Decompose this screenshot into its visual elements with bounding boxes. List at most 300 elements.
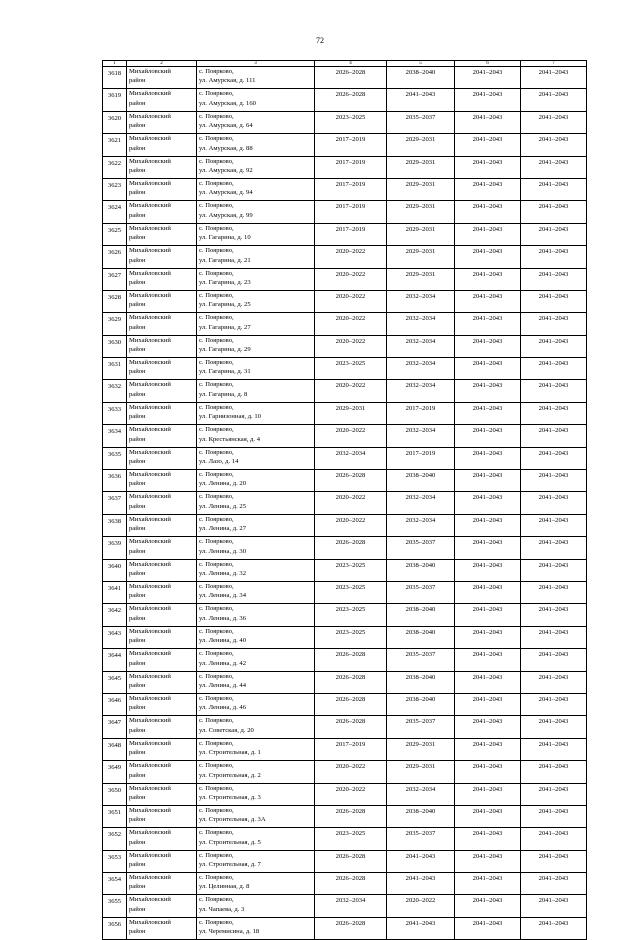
period-col5: 2029–2031 bbox=[387, 156, 455, 178]
address-line: ул. Амурская, д. 160 bbox=[199, 99, 256, 107]
address-cell bbox=[197, 223, 315, 245]
district-cell bbox=[127, 917, 197, 939]
record-number: 3656 bbox=[103, 917, 127, 939]
district-line: Михайловский bbox=[129, 448, 171, 456]
period-col5: 2035–2037 bbox=[387, 581, 455, 603]
district-cell bbox=[127, 738, 197, 760]
period-col4: 2020–2022 bbox=[315, 335, 387, 357]
period-col6: 2041–2043 bbox=[455, 470, 521, 492]
record-number: 3630 bbox=[103, 335, 127, 357]
period-col5: 2041–2043 bbox=[387, 89, 455, 111]
period-col7: 2041–2043 bbox=[521, 178, 587, 200]
district-line: Михайловский bbox=[129, 650, 171, 658]
district-line: Михайловский bbox=[129, 336, 171, 344]
district-line: Михайловский bbox=[129, 269, 171, 277]
district-line: район bbox=[129, 278, 146, 286]
address-cell bbox=[197, 470, 315, 492]
column-number: 4 bbox=[315, 61, 387, 67]
table-row bbox=[103, 537, 587, 559]
address-line: с. Поярково, bbox=[199, 851, 234, 859]
period-col6: 2041–2043 bbox=[455, 89, 521, 111]
column-number: 7 bbox=[521, 61, 587, 67]
address-cell bbox=[197, 358, 315, 380]
period-col6: 2041–2043 bbox=[455, 313, 521, 335]
period-col7: 2041–2043 bbox=[521, 380, 587, 402]
address-line: с. Поярково, bbox=[199, 471, 234, 479]
record-number: 3655 bbox=[103, 895, 127, 917]
address-line: ул. Ленина, д. 42 bbox=[199, 659, 247, 667]
period-col6: 2041–2043 bbox=[455, 425, 521, 447]
period-col5: 2029–2031 bbox=[387, 134, 455, 156]
district-cell bbox=[127, 492, 197, 514]
table-row bbox=[103, 581, 587, 603]
period-col4: 2020–2022 bbox=[315, 290, 387, 312]
district-cell bbox=[127, 201, 197, 223]
period-col6: 2041–2043 bbox=[455, 917, 521, 939]
table-row bbox=[103, 111, 587, 133]
column-number: 1 bbox=[103, 61, 127, 67]
record-number: 3620 bbox=[103, 111, 127, 133]
record-number: 3628 bbox=[103, 290, 127, 312]
address-line: с. Поярково, bbox=[199, 112, 234, 120]
district-cell bbox=[127, 828, 197, 850]
district-line: Михайловский bbox=[129, 672, 171, 680]
period-col5: 2038–2040 bbox=[387, 805, 455, 827]
period-col6: 2041–2043 bbox=[455, 738, 521, 760]
record-number: 3634 bbox=[103, 425, 127, 447]
address-cell bbox=[197, 850, 315, 872]
district-line: район bbox=[129, 77, 146, 85]
period-col4: 2026–2028 bbox=[315, 873, 387, 895]
address-line: с. Поярково, bbox=[199, 896, 234, 904]
period-col7: 2041–2043 bbox=[521, 156, 587, 178]
address-line: с. Поярково, bbox=[199, 650, 234, 658]
period-col5: 2029–2031 bbox=[387, 201, 455, 223]
period-col5: 2038–2040 bbox=[387, 67, 455, 89]
district-cell bbox=[127, 604, 197, 626]
period-col6: 2041–2043 bbox=[455, 828, 521, 850]
address-line: ул. Амурская, д. 64 bbox=[199, 122, 253, 130]
address-line: ул. Ленина, д. 34 bbox=[199, 592, 247, 600]
district-cell bbox=[127, 156, 197, 178]
period-col7: 2041–2043 bbox=[521, 626, 587, 648]
address-cell bbox=[197, 805, 315, 827]
period-col5: 2038–2040 bbox=[387, 604, 455, 626]
period-col6: 2041–2043 bbox=[455, 537, 521, 559]
period-col5: 2035–2037 bbox=[387, 716, 455, 738]
district-line: район bbox=[129, 659, 146, 667]
table-row bbox=[103, 67, 587, 89]
period-col5: 2032–2034 bbox=[387, 425, 455, 447]
period-col4: 2020–2022 bbox=[315, 514, 387, 536]
district-line: район bbox=[129, 211, 146, 219]
period-col7: 2041–2043 bbox=[521, 134, 587, 156]
period-col4: 2026–2028 bbox=[315, 649, 387, 671]
period-col6: 2041–2043 bbox=[455, 559, 521, 581]
period-col6: 2041–2043 bbox=[455, 895, 521, 917]
table-row bbox=[103, 604, 587, 626]
table-row bbox=[103, 268, 587, 290]
district-cell bbox=[127, 223, 197, 245]
housing-repair-table bbox=[102, 60, 587, 940]
district-line: район bbox=[129, 525, 146, 533]
address-cell bbox=[197, 895, 315, 917]
table-row bbox=[103, 649, 587, 671]
record-number: 3643 bbox=[103, 626, 127, 648]
period-col5: 2041–2043 bbox=[387, 917, 455, 939]
district-line: район bbox=[129, 234, 146, 242]
record-number: 3651 bbox=[103, 805, 127, 827]
district-line: Михайловский bbox=[129, 471, 171, 479]
district-line: Михайловский bbox=[129, 426, 171, 434]
period-col4: 2020–2022 bbox=[315, 425, 387, 447]
period-col6: 2041–2043 bbox=[455, 67, 521, 89]
table-row bbox=[103, 156, 587, 178]
period-col4: 2020–2022 bbox=[315, 313, 387, 335]
record-number: 3635 bbox=[103, 447, 127, 469]
address-line: ул. Строительная, д. 2 bbox=[199, 771, 261, 779]
district-line: район bbox=[129, 122, 146, 130]
address-cell bbox=[197, 738, 315, 760]
address-cell bbox=[197, 492, 315, 514]
period-col4: 2026–2028 bbox=[315, 805, 387, 827]
period-col7: 2041–2043 bbox=[521, 358, 587, 380]
table-row bbox=[103, 313, 587, 335]
address-line: ул. Лазо, д. 14 bbox=[199, 458, 239, 466]
column-number: 3 bbox=[197, 61, 315, 67]
district-cell bbox=[127, 380, 197, 402]
period-col4: 2026–2028 bbox=[315, 671, 387, 693]
period-col5: 2017–2019 bbox=[387, 447, 455, 469]
address-line: ул. Строительная, д. 7 bbox=[199, 861, 261, 869]
district-cell bbox=[127, 671, 197, 693]
address-cell bbox=[197, 402, 315, 424]
district-cell bbox=[127, 402, 197, 424]
table-row bbox=[103, 738, 587, 760]
address-cell bbox=[197, 716, 315, 738]
address-line: ул. Крестьянская, д. 4 bbox=[199, 435, 260, 443]
district-line: Михайловский bbox=[129, 68, 171, 75]
period-col6: 2041–2043 bbox=[455, 246, 521, 268]
table-row bbox=[103, 873, 587, 895]
district-cell bbox=[127, 268, 197, 290]
address-line: с. Поярково, bbox=[199, 314, 234, 322]
district-cell bbox=[127, 111, 197, 133]
district-line: район bbox=[129, 861, 146, 869]
district-line: Михайловский bbox=[129, 179, 171, 187]
record-number: 3629 bbox=[103, 313, 127, 335]
address-line: ул. Ленина, д. 32 bbox=[199, 570, 247, 577]
record-number: 3622 bbox=[103, 156, 127, 178]
address-line: ул. Гарнизонная, д. 10 bbox=[199, 413, 261, 421]
district-line: район bbox=[129, 547, 146, 555]
period-col4: 2020–2022 bbox=[315, 783, 387, 805]
period-col7: 2041–2043 bbox=[521, 671, 587, 693]
record-number: 3645 bbox=[103, 671, 127, 693]
table-row bbox=[103, 201, 587, 223]
period-col5: 2032–2034 bbox=[387, 492, 455, 514]
district-cell bbox=[127, 514, 197, 536]
table-row bbox=[103, 850, 587, 872]
district-line: район bbox=[129, 681, 146, 689]
period-col4: 2020–2022 bbox=[315, 761, 387, 783]
address-cell bbox=[197, 626, 315, 648]
table-row bbox=[103, 290, 587, 312]
district-line: район bbox=[129, 928, 146, 936]
address-line: с. Поярково, bbox=[199, 202, 234, 210]
address-line: с. Поярково, bbox=[199, 381, 234, 389]
district-cell bbox=[127, 67, 197, 89]
period-col4: 2020–2022 bbox=[315, 268, 387, 290]
district-line: Михайловский bbox=[129, 291, 171, 299]
period-col5: 2038–2040 bbox=[387, 470, 455, 492]
address-cell bbox=[197, 156, 315, 178]
period-col7: 2041–2043 bbox=[521, 917, 587, 939]
table-row bbox=[103, 671, 587, 693]
district-line: район bbox=[129, 838, 146, 846]
period-col7: 2041–2043 bbox=[521, 111, 587, 133]
period-col5: 2032–2034 bbox=[387, 380, 455, 402]
period-col7: 2041–2043 bbox=[521, 828, 587, 850]
address-line: ул. Строительная, д. 3А bbox=[199, 816, 266, 824]
address-cell bbox=[197, 537, 315, 559]
record-number: 3642 bbox=[103, 604, 127, 626]
period-col5: 2029–2031 bbox=[387, 761, 455, 783]
district-line: район bbox=[129, 189, 146, 197]
period-col4: 2023–2025 bbox=[315, 828, 387, 850]
address-line: ул. Гагарина, д. 25 bbox=[199, 301, 251, 309]
district-cell bbox=[127, 425, 197, 447]
period-col7: 2041–2043 bbox=[521, 492, 587, 514]
period-col7: 2041–2043 bbox=[521, 805, 587, 827]
district-line: Михайловский bbox=[129, 493, 171, 501]
address-line: с. Поярково, bbox=[199, 739, 234, 747]
period-col7: 2041–2043 bbox=[521, 335, 587, 357]
district-cell bbox=[127, 447, 197, 469]
period-col4: 2017–2019 bbox=[315, 156, 387, 178]
address-line: с. Поярково, bbox=[199, 403, 234, 411]
table-row bbox=[103, 761, 587, 783]
period-col7: 2041–2043 bbox=[521, 89, 587, 111]
district-line: Михайловский bbox=[129, 515, 171, 523]
period-col4: 2023–2025 bbox=[315, 604, 387, 626]
period-col4: 2020–2022 bbox=[315, 380, 387, 402]
address-line: с. Поярково, bbox=[199, 90, 234, 98]
period-col6: 2041–2043 bbox=[455, 268, 521, 290]
record-number: 3626 bbox=[103, 246, 127, 268]
district-line: район bbox=[129, 256, 146, 264]
period-col4: 2020–2022 bbox=[315, 246, 387, 268]
period-col6: 2041–2043 bbox=[455, 492, 521, 514]
address-cell bbox=[197, 783, 315, 805]
address-line: с. Поярково, bbox=[199, 582, 234, 590]
period-col7: 2041–2043 bbox=[521, 67, 587, 89]
district-line: район bbox=[129, 301, 146, 309]
period-col6: 2041–2043 bbox=[455, 178, 521, 200]
period-col4: 2026–2028 bbox=[315, 917, 387, 939]
district-line: район bbox=[129, 726, 146, 734]
record-number: 3654 bbox=[103, 873, 127, 895]
period-col6: 2041–2043 bbox=[455, 402, 521, 424]
address-line: с. Поярково, bbox=[199, 515, 234, 523]
district-cell bbox=[127, 559, 197, 581]
district-line: Михайловский bbox=[129, 918, 171, 926]
period-col4: 2023–2025 bbox=[315, 358, 387, 380]
district-line: район bbox=[129, 883, 146, 891]
period-col7: 2041–2043 bbox=[521, 402, 587, 424]
record-number: 3647 bbox=[103, 716, 127, 738]
address-cell bbox=[197, 380, 315, 402]
address-line: с. Поярково, bbox=[199, 874, 234, 882]
period-col5: 2041–2043 bbox=[387, 850, 455, 872]
district-cell bbox=[127, 805, 197, 827]
district-cell bbox=[127, 178, 197, 200]
record-number: 3638 bbox=[103, 514, 127, 536]
table-row bbox=[103, 828, 587, 850]
address-line: ул. Гагарина, д. 23 bbox=[199, 278, 251, 286]
table-row bbox=[103, 626, 587, 648]
address-cell bbox=[197, 178, 315, 200]
period-col7: 2041–2043 bbox=[521, 559, 587, 581]
address-line: ул. Чапаева, д. 3 bbox=[199, 905, 245, 913]
period-col6: 2041–2043 bbox=[455, 111, 521, 133]
district-line: район bbox=[129, 99, 146, 107]
district-cell bbox=[127, 470, 197, 492]
address-line: с. Поярково, bbox=[199, 605, 234, 613]
period-col4: 2017–2019 bbox=[315, 223, 387, 245]
address-cell bbox=[197, 581, 315, 603]
address-line: ул. Черемисина, д. 18 bbox=[199, 928, 260, 936]
period-col7: 2041–2043 bbox=[521, 425, 587, 447]
record-number: 3636 bbox=[103, 470, 127, 492]
period-col4: 2026–2028 bbox=[315, 89, 387, 111]
record-number: 3627 bbox=[103, 268, 127, 290]
record-number: 3631 bbox=[103, 358, 127, 380]
page-number: 72 bbox=[316, 36, 324, 45]
period-col5: 2029–2031 bbox=[387, 178, 455, 200]
period-col5: 2035–2037 bbox=[387, 537, 455, 559]
period-col7: 2041–2043 bbox=[521, 761, 587, 783]
period-col6: 2041–2043 bbox=[455, 223, 521, 245]
record-number: 3623 bbox=[103, 178, 127, 200]
address-line: ул. Ленина, д. 30 bbox=[199, 547, 247, 555]
period-col5: 2038–2040 bbox=[387, 671, 455, 693]
address-line: с. Поярково, bbox=[199, 157, 234, 165]
period-col7: 2041–2043 bbox=[521, 268, 587, 290]
district-cell bbox=[127, 895, 197, 917]
district-line: Михайловский bbox=[129, 314, 171, 322]
district-line: район bbox=[129, 637, 146, 645]
period-col5: 2032–2034 bbox=[387, 783, 455, 805]
address-line: с. Поярково, bbox=[199, 918, 234, 926]
period-col4: 2017–2019 bbox=[315, 178, 387, 200]
district-cell bbox=[127, 783, 197, 805]
address-cell bbox=[197, 67, 315, 89]
district-line: Михайловский bbox=[129, 157, 171, 165]
period-col5: 2035–2037 bbox=[387, 111, 455, 133]
address-cell bbox=[197, 917, 315, 939]
record-number: 3653 bbox=[103, 850, 127, 872]
record-number: 3648 bbox=[103, 738, 127, 760]
district-line: Михайловский bbox=[129, 560, 171, 568]
period-col6: 2041–2043 bbox=[455, 134, 521, 156]
address-line: с. Поярково, bbox=[199, 694, 234, 702]
address-line: ул. Амурская, д. 92 bbox=[199, 166, 253, 174]
address-line: с. Поярково, bbox=[199, 627, 234, 635]
period-col6: 2041–2043 bbox=[455, 581, 521, 603]
period-col7: 2041–2043 bbox=[521, 447, 587, 469]
record-number: 3624 bbox=[103, 201, 127, 223]
address-cell bbox=[197, 559, 315, 581]
period-col6: 2041–2043 bbox=[455, 604, 521, 626]
period-col6: 2041–2043 bbox=[455, 380, 521, 402]
district-cell bbox=[127, 290, 197, 312]
period-col7: 2041–2043 bbox=[521, 716, 587, 738]
address-line: ул. Гагарина, д. 10 bbox=[199, 234, 251, 242]
district-line: Михайловский bbox=[129, 359, 171, 367]
address-line: с. Поярково, bbox=[199, 806, 234, 814]
period-col5: 2032–2034 bbox=[387, 358, 455, 380]
period-col6: 2041–2043 bbox=[455, 850, 521, 872]
district-line: район bbox=[129, 144, 146, 152]
period-col7: 2041–2043 bbox=[521, 873, 587, 895]
record-number: 3618 bbox=[103, 67, 127, 89]
address-line: ул. Ленина, д. 20 bbox=[199, 480, 247, 488]
record-number: 3639 bbox=[103, 537, 127, 559]
district-cell bbox=[127, 358, 197, 380]
period-col5: 2017–2019 bbox=[387, 402, 455, 424]
table-row bbox=[103, 716, 587, 738]
record-number: 3649 bbox=[103, 761, 127, 783]
address-line: с. Поярково, bbox=[199, 68, 234, 75]
address-line: с. Поярково, bbox=[199, 762, 234, 770]
period-col7: 2041–2043 bbox=[521, 895, 587, 917]
period-col4: 2026–2028 bbox=[315, 716, 387, 738]
address-line: ул. Строительная, д. 5 bbox=[199, 838, 261, 846]
address-line: ул. Ленина, д. 36 bbox=[199, 614, 247, 622]
table-row bbox=[103, 447, 587, 469]
district-line: Михайловский bbox=[129, 627, 171, 635]
period-col6: 2041–2043 bbox=[455, 290, 521, 312]
address-line: с. Поярково, bbox=[199, 336, 234, 344]
table-row bbox=[103, 783, 587, 805]
period-col5: 2020–2022 bbox=[387, 895, 455, 917]
period-col5: 2038–2040 bbox=[387, 626, 455, 648]
address-line: ул. Гагарина, д. 31 bbox=[199, 368, 251, 376]
table-row bbox=[103, 693, 587, 715]
period-col7: 2041–2043 bbox=[521, 850, 587, 872]
table-row bbox=[103, 559, 587, 581]
column-number: 6 bbox=[455, 61, 521, 67]
record-number: 3625 bbox=[103, 223, 127, 245]
period-col4: 2020–2022 bbox=[315, 492, 387, 514]
district-line: Михайловский bbox=[129, 694, 171, 702]
district-cell bbox=[127, 693, 197, 715]
address-line: ул. Ленина, д. 25 bbox=[199, 502, 247, 510]
district-line: Михайловский bbox=[129, 739, 171, 747]
address-line: ул. Строительная, д. 1 bbox=[199, 749, 261, 757]
address-line: ул. Ленина, д. 40 bbox=[199, 637, 247, 645]
address-line: ул. Амурская, д. 88 bbox=[199, 144, 253, 152]
district-line: район bbox=[129, 749, 146, 757]
district-line: район bbox=[129, 458, 146, 466]
address-line: ул. Гагарина, д. 29 bbox=[199, 346, 251, 354]
district-cell bbox=[127, 313, 197, 335]
table-row bbox=[103, 223, 587, 245]
address-line: ул. Гагарина, д. 21 bbox=[199, 256, 251, 264]
table-row bbox=[103, 380, 587, 402]
period-col4: 2023–2025 bbox=[315, 111, 387, 133]
